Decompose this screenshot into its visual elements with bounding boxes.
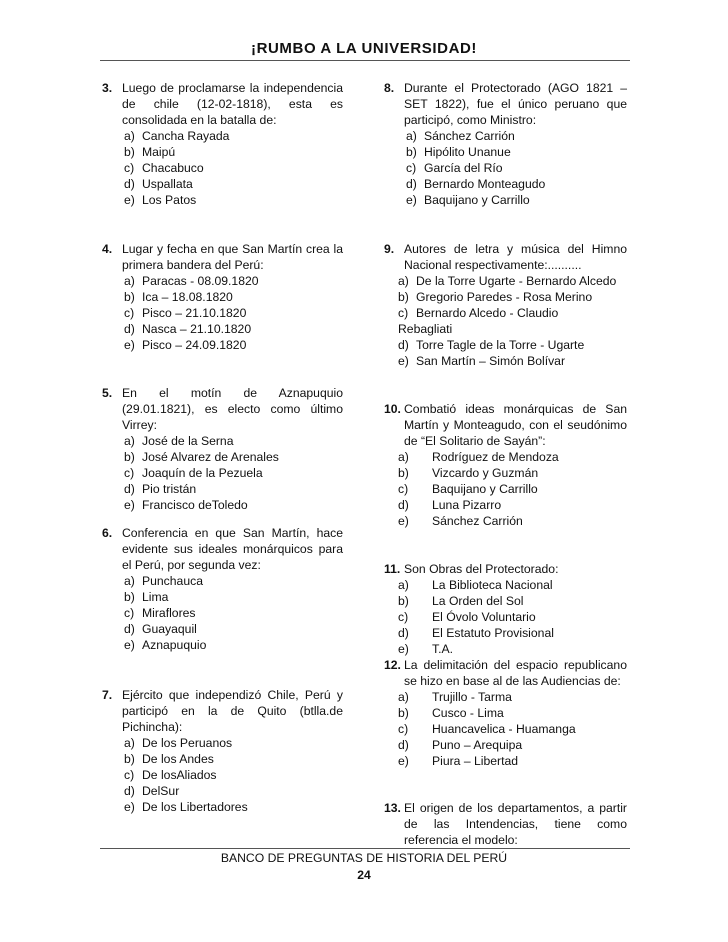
- option-c: c) Baquijano y Carrillo: [398, 482, 538, 496]
- question-number: 6.: [102, 526, 113, 540]
- question-number: 12.: [384, 658, 401, 672]
- option-d: d) Bernardo Monteagudo: [406, 177, 546, 191]
- question-number: 10.: [384, 402, 401, 416]
- option-d: d) El Estatuto Provisional: [398, 626, 554, 640]
- option-c: c) Huancavelica - Huamanga: [398, 722, 576, 736]
- option-a: a) Trujillo - Tarma: [398, 690, 512, 704]
- option-e: e) De los Libertadores: [124, 800, 248, 814]
- option-a: a) Rodríguez de Mendoza: [398, 450, 559, 464]
- question-stem: La delimitación del espacio republicano se hizo en base al de las Audiencias de:: [404, 658, 627, 688]
- question-number: 4.: [102, 242, 113, 256]
- question-number: 7.: [102, 688, 113, 702]
- question-13: [384, 800, 627, 848]
- option-a: a) La Biblioteca Nacional: [398, 578, 553, 592]
- question-stem: Son Obras del Protectorado:: [404, 562, 559, 576]
- question-7: [102, 687, 343, 815]
- question-stem: Ejército que independizó Chile, Perú y participó en la de Quito (btlla.de Pichincha):: [122, 688, 343, 734]
- option-a: a) Cancha Rayada: [124, 129, 230, 143]
- option-b: b) Maipú: [124, 145, 176, 159]
- option-d: d) Uspallata: [124, 177, 193, 191]
- option-b: b) Hipólito Unanue: [406, 145, 511, 159]
- option-b: b) Lima: [124, 590, 169, 604]
- question-stem: Durante el Protectorado (AGO 1821 – SET 1822), fue el único peruano que participó, como Ministro:: [404, 81, 627, 127]
- question-4: [102, 241, 343, 353]
- option-b: b) Gregorio Paredes - Rosa Merino: [398, 290, 593, 304]
- question-5: [102, 385, 343, 513]
- question-stem: Combatió ideas monárquicas de San Martín y Monteagudo, con el seudónimo de “El Solitario de Sayán”:: [404, 402, 627, 448]
- option-c: c) Chacabuco: [124, 161, 204, 175]
- question-stem: Autores de letra y música del Himno Nacional respectivamente:..........: [404, 242, 627, 272]
- option-b: b) Vizcardo y Guzmán: [398, 466, 539, 480]
- question-number: 9.: [384, 242, 395, 256]
- option-e: e) Los Patos: [124, 193, 197, 207]
- option-a: a) Paracas - 08.09.1820: [124, 274, 259, 288]
- option-c: c) Miraflores: [124, 606, 196, 620]
- option-e: e) Piura – Libertad: [398, 754, 519, 768]
- header-divider: [100, 60, 630, 61]
- option-c: c) Bernardo Alcedo - Claudio Rebagliati: [398, 306, 559, 336]
- page-header-title: ¡RUMBO A LA UNIVERSIDAD!: [250, 40, 478, 57]
- option-b: b) Ica – 18.08.1820: [124, 290, 233, 304]
- option-c: c) Pisco – 21.10.1820: [124, 306, 247, 320]
- footer-divider: [100, 848, 630, 849]
- option-d: d) Nasca – 21.10.1820: [124, 322, 252, 336]
- option-e: e) Pisco – 24.09.1820: [124, 338, 247, 352]
- option-c: c) El Óvolo Voluntario: [398, 610, 536, 624]
- option-a: a) Punchauca: [124, 574, 203, 588]
- option-b: b) Cusco - Lima: [398, 706, 504, 720]
- question-11: [384, 561, 627, 657]
- question-number: 8.: [384, 81, 395, 95]
- question-stem: Lugar y fecha en que San Martín crea la primera bandera del Perú:: [122, 242, 343, 272]
- option-d: d) Luna Pizarro: [398, 498, 502, 512]
- option-c: c) Joaquín de la Pezuela: [124, 466, 263, 480]
- option-e: e) Aznapuquio: [124, 638, 207, 652]
- option-d: d) Pio tristán: [124, 482, 197, 496]
- option-e: e) Baquijano y Carrillo: [406, 193, 530, 207]
- option-b: b) La Orden del Sol: [398, 594, 524, 608]
- option-a: a) De la Torre Ugarte - Bernardo Alcedo: [398, 274, 617, 288]
- option-d: d) DelSur: [124, 784, 180, 798]
- option-c: c) García del Río: [406, 161, 503, 175]
- option-e: e) Francisco deToledo: [124, 498, 248, 512]
- page-number: 24: [357, 868, 371, 882]
- question-3: [102, 80, 343, 208]
- option-b: b) De los Andes: [124, 752, 214, 766]
- question-stem: El origen de los departamentos, a partir de las Intendencias, tiene como referencia el modelo:: [404, 801, 627, 847]
- option-d: d) Guayaquil: [124, 622, 197, 636]
- question-number: 3.: [102, 81, 113, 95]
- question-9: [384, 241, 627, 369]
- option-b: b) José Alvarez de Arenales: [124, 450, 279, 464]
- option-d: d) Puno – Arequipa: [398, 738, 523, 752]
- question-number: 13.: [384, 801, 401, 815]
- option-a: a) De los Peruanos: [124, 736, 233, 750]
- option-d: d) Torre Tagle de la Torre - Ugarte: [398, 338, 585, 352]
- option-e: e) T.A.: [398, 642, 453, 656]
- question-number: 11.: [384, 562, 401, 576]
- option-a: a) Sánchez Carrión: [406, 129, 515, 143]
- option-a: a) José de la Serna: [124, 434, 234, 448]
- option-e: e) Sánchez Carrión: [398, 514, 523, 528]
- question-stem: Conferencia en que San Martín, hace evidente sus ideales monárquicos para el Perú, por segunda vez:: [122, 526, 343, 572]
- question-8: [384, 80, 627, 208]
- footer-title: BANCO DE PREGUNTAS DE HISTORIA DEL PERÚ: [220, 851, 508, 865]
- question-10: [384, 401, 627, 529]
- question-6: [102, 525, 343, 653]
- option-c: c) De losAliados: [124, 768, 217, 782]
- question-12: [384, 657, 627, 769]
- question-stem: En el motín de Aznapuquio (29.01.1821), es electo como último Virrey:: [122, 386, 343, 432]
- question-number: 5.: [102, 386, 113, 400]
- question-stem: Luego de proclamarse la independencia de chile (12-02-1818), esta es consolidada en la batalla de:: [122, 81, 343, 127]
- option-e: e) San Martín – Simón Bolívar: [398, 354, 566, 368]
